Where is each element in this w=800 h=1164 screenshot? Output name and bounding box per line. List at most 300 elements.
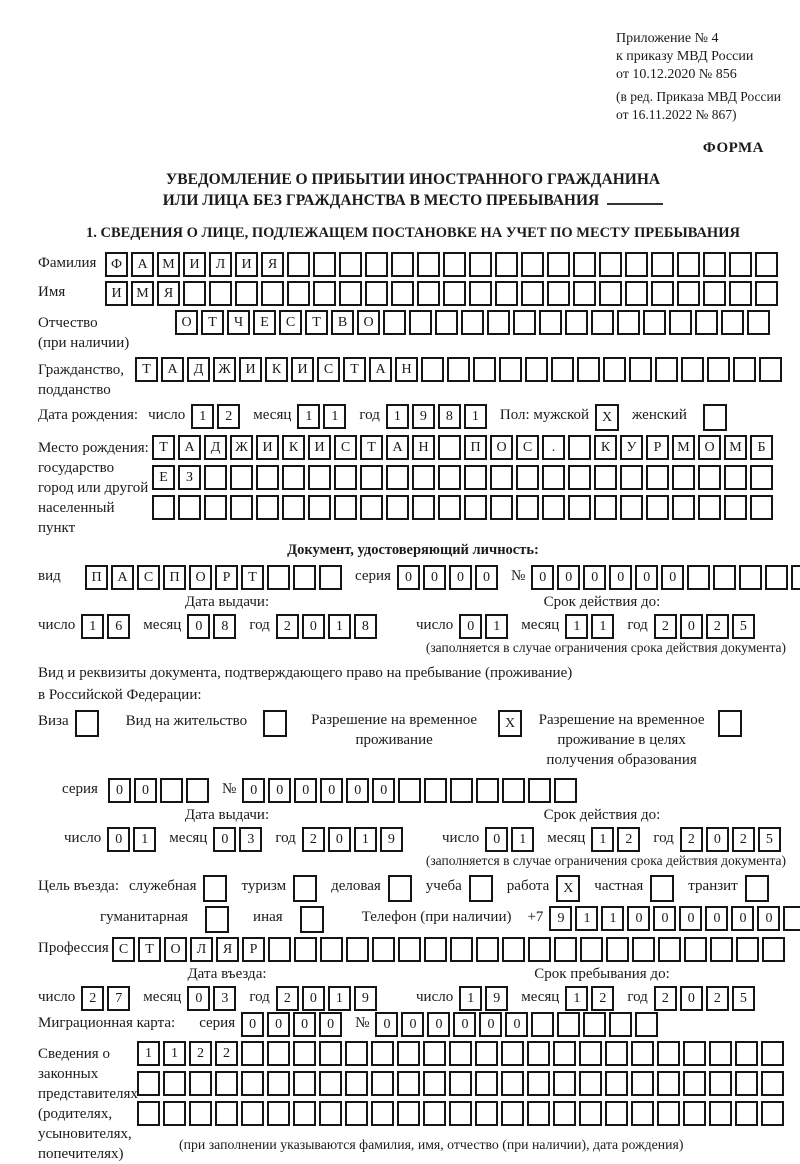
cell[interactable]: 2: [591, 986, 614, 1011]
cell[interactable]: [531, 1012, 554, 1037]
cell[interactable]: [241, 1101, 264, 1126]
phone-cells[interactable]: [549, 906, 800, 931]
cell[interactable]: [339, 281, 362, 306]
cell[interactable]: 6: [107, 614, 130, 639]
cell[interactable]: [735, 1101, 758, 1126]
cell[interactable]: [346, 937, 369, 962]
cell[interactable]: [397, 1071, 420, 1096]
identity-issue-day-cells[interactable]: [81, 614, 133, 639]
cell[interactable]: [513, 310, 536, 335]
cell[interactable]: 0: [627, 906, 650, 931]
birth-day-cells[interactable]: [191, 404, 243, 429]
sex-male-checkbox[interactable]: [595, 404, 622, 431]
cell[interactable]: [739, 565, 762, 590]
cell[interactable]: [547, 281, 570, 306]
permit-series-cells[interactable]: [108, 778, 212, 803]
cell[interactable]: [409, 310, 432, 335]
cell[interactable]: О: [357, 310, 380, 335]
cell[interactable]: [551, 357, 574, 382]
cell[interactable]: [568, 465, 591, 490]
cell[interactable]: С: [334, 435, 357, 460]
cell[interactable]: 0: [320, 778, 343, 803]
cell[interactable]: П: [464, 435, 487, 460]
cell[interactable]: 0: [679, 906, 702, 931]
cell[interactable]: В: [331, 310, 354, 335]
cell[interactable]: [473, 357, 496, 382]
cell[interactable]: Д: [204, 435, 227, 460]
cell[interactable]: Е: [253, 310, 276, 335]
cell[interactable]: [186, 778, 209, 803]
cell[interactable]: [580, 937, 603, 962]
cell[interactable]: [527, 1071, 550, 1096]
cell[interactable]: [677, 252, 700, 277]
cell[interactable]: [319, 565, 342, 590]
cell[interactable]: 0: [375, 1012, 398, 1037]
cell[interactable]: 0: [680, 986, 703, 1011]
cell[interactable]: [475, 1101, 498, 1126]
cell[interactable]: 1: [323, 404, 346, 429]
cell[interactable]: 0: [302, 614, 325, 639]
identity-issue-year-cells[interactable]: [276, 614, 380, 639]
cell[interactable]: [683, 1041, 706, 1066]
cell[interactable]: X: [595, 404, 619, 431]
cell[interactable]: М: [724, 435, 747, 460]
cell[interactable]: 8: [438, 404, 461, 429]
cell[interactable]: Я: [261, 252, 284, 277]
cell[interactable]: 1: [328, 614, 351, 639]
cell[interactable]: 0: [293, 1012, 316, 1037]
cell[interactable]: [267, 1041, 290, 1066]
cell[interactable]: [189, 1101, 212, 1126]
cell[interactable]: [398, 778, 421, 803]
cell[interactable]: [215, 1101, 238, 1126]
cell[interactable]: [345, 1071, 368, 1096]
cell[interactable]: Я: [216, 937, 239, 962]
cell[interactable]: О: [490, 435, 513, 460]
cell[interactable]: 0: [731, 906, 754, 931]
cell[interactable]: О: [698, 435, 721, 460]
cell[interactable]: [750, 495, 773, 520]
cell[interactable]: [703, 281, 726, 306]
cell[interactable]: [183, 281, 206, 306]
cell[interactable]: [438, 435, 461, 460]
cell[interactable]: 0: [459, 614, 482, 639]
cell[interactable]: [287, 252, 310, 277]
cell[interactable]: [160, 778, 183, 803]
cell[interactable]: 0: [134, 778, 157, 803]
cell[interactable]: [687, 565, 710, 590]
cell[interactable]: [684, 937, 707, 962]
stay-day-cells[interactable]: [459, 986, 511, 1011]
cell[interactable]: [293, 1071, 316, 1096]
cell[interactable]: [293, 565, 316, 590]
birthplace-row3-cells[interactable]: [152, 495, 776, 520]
cell[interactable]: [204, 495, 227, 520]
cell[interactable]: [609, 1012, 632, 1037]
cell[interactable]: [573, 252, 596, 277]
cell[interactable]: 2: [732, 827, 755, 852]
cell[interactable]: К: [282, 435, 305, 460]
cell[interactable]: С: [317, 357, 340, 382]
cell[interactable]: И: [183, 252, 206, 277]
cell[interactable]: [677, 281, 700, 306]
cell[interactable]: [631, 1071, 654, 1096]
cell[interactable]: [703, 404, 727, 431]
cell[interactable]: А: [111, 565, 134, 590]
cell[interactable]: А: [369, 357, 392, 382]
cell[interactable]: Л: [209, 252, 232, 277]
cell[interactable]: С: [279, 310, 302, 335]
cell[interactable]: А: [178, 435, 201, 460]
purpose-rabota-checkbox[interactable]: [556, 875, 583, 902]
cell[interactable]: 2: [276, 614, 299, 639]
cell[interactable]: С: [137, 565, 160, 590]
cell[interactable]: 0: [505, 1012, 528, 1037]
cell[interactable]: [203, 875, 227, 902]
cell[interactable]: [495, 252, 518, 277]
cell[interactable]: [657, 1101, 680, 1126]
birthplace-row2-cells[interactable]: [152, 465, 776, 490]
cell[interactable]: [268, 937, 291, 962]
cell[interactable]: [461, 310, 484, 335]
cell[interactable]: О: [189, 565, 212, 590]
cell[interactable]: [365, 252, 388, 277]
cell[interactable]: [745, 875, 769, 902]
cell[interactable]: Ф: [105, 252, 128, 277]
cell[interactable]: [707, 357, 730, 382]
cell[interactable]: [215, 1071, 238, 1096]
cell[interactable]: [683, 1071, 706, 1096]
cell[interactable]: [256, 495, 279, 520]
cell[interactable]: [412, 495, 435, 520]
cell[interactable]: [501, 1041, 524, 1066]
cell[interactable]: [412, 465, 435, 490]
cell[interactable]: 2: [217, 404, 240, 429]
cell[interactable]: 3: [239, 827, 262, 852]
cell[interactable]: [695, 310, 718, 335]
cell[interactable]: [583, 1012, 606, 1037]
cell[interactable]: [267, 1071, 290, 1096]
cell[interactable]: 9: [549, 906, 572, 931]
cell[interactable]: М: [672, 435, 695, 460]
entry-day-cells[interactable]: [81, 986, 133, 1011]
stay-month-cells[interactable]: [565, 986, 617, 1011]
cell[interactable]: И: [239, 357, 262, 382]
cell[interactable]: [655, 357, 678, 382]
cell[interactable]: [423, 1041, 446, 1066]
cell[interactable]: [464, 495, 487, 520]
cell[interactable]: [313, 252, 336, 277]
cell[interactable]: Ч: [227, 310, 250, 335]
cell[interactable]: [658, 937, 681, 962]
cell[interactable]: 0: [268, 778, 291, 803]
cell[interactable]: [209, 281, 232, 306]
migration-series-cells[interactable]: [241, 1012, 345, 1037]
cell[interactable]: 0: [757, 906, 780, 931]
cell[interactable]: [235, 281, 258, 306]
entry-year-cells[interactable]: [276, 986, 380, 1011]
cell[interactable]: 5: [732, 986, 755, 1011]
cell[interactable]: 0: [397, 565, 420, 590]
cell[interactable]: [189, 1071, 212, 1096]
residence-permit-checkbox[interactable]: [263, 710, 290, 737]
birth-month-cells[interactable]: [297, 404, 349, 429]
cell[interactable]: С: [516, 435, 539, 460]
purpose-ucheba-checkbox[interactable]: [469, 875, 496, 902]
permit-issue-month-cells[interactable]: [213, 827, 265, 852]
cell[interactable]: [650, 875, 674, 902]
cell[interactable]: 2: [617, 827, 640, 852]
cell[interactable]: 2: [189, 1041, 212, 1066]
cell[interactable]: Т: [201, 310, 224, 335]
cell[interactable]: [371, 1071, 394, 1096]
cell[interactable]: 5: [732, 614, 755, 639]
cell[interactable]: 0: [479, 1012, 502, 1037]
cell[interactable]: [320, 937, 343, 962]
cell[interactable]: [698, 465, 721, 490]
cell[interactable]: [681, 357, 704, 382]
cell[interactable]: [438, 495, 461, 520]
cell[interactable]: [698, 495, 721, 520]
cell[interactable]: [334, 465, 357, 490]
cell[interactable]: [398, 937, 421, 962]
cell[interactable]: [646, 465, 669, 490]
cell[interactable]: Т: [135, 357, 158, 382]
cell[interactable]: Р: [242, 937, 265, 962]
cell[interactable]: [435, 310, 458, 335]
identity-issue-month-cells[interactable]: [187, 614, 239, 639]
cell[interactable]: [669, 310, 692, 335]
cell[interactable]: П: [163, 565, 186, 590]
cell[interactable]: [568, 495, 591, 520]
cell[interactable]: 0: [583, 565, 606, 590]
identity-expiry-year-cells[interactable]: [654, 614, 758, 639]
cell[interactable]: 1: [511, 827, 534, 852]
cell[interactable]: 9: [354, 986, 377, 1011]
migration-number-cells[interactable]: [375, 1012, 661, 1037]
cell[interactable]: [75, 710, 99, 737]
cell[interactable]: [542, 465, 565, 490]
cell[interactable]: [554, 778, 577, 803]
cell[interactable]: [631, 1041, 654, 1066]
cell[interactable]: 3: [213, 986, 236, 1011]
birth-year-cells[interactable]: [386, 404, 490, 429]
cell[interactable]: 1: [464, 404, 487, 429]
cell[interactable]: [449, 1101, 472, 1126]
cell[interactable]: [152, 495, 175, 520]
cell[interactable]: [605, 1041, 628, 1066]
cell[interactable]: 0: [242, 778, 265, 803]
cell[interactable]: О: [164, 937, 187, 962]
cell[interactable]: [424, 778, 447, 803]
cell[interactable]: [241, 1041, 264, 1066]
cell[interactable]: 2: [302, 827, 325, 852]
cell[interactable]: 9: [380, 827, 403, 852]
cell[interactable]: [490, 465, 513, 490]
cell[interactable]: [308, 495, 331, 520]
cell[interactable]: X: [498, 710, 522, 737]
cell[interactable]: П: [85, 565, 108, 590]
cell[interactable]: А: [131, 252, 154, 277]
cell[interactable]: [469, 875, 493, 902]
cell[interactable]: 0: [294, 778, 317, 803]
cell[interactable]: 1: [601, 906, 624, 931]
cell[interactable]: Т: [343, 357, 366, 382]
cell[interactable]: [495, 281, 518, 306]
cell[interactable]: [713, 565, 736, 590]
cell[interactable]: [672, 465, 695, 490]
cell[interactable]: [449, 1041, 472, 1066]
cell[interactable]: [137, 1071, 160, 1096]
cell[interactable]: [672, 495, 695, 520]
cell[interactable]: [391, 252, 414, 277]
cell[interactable]: [651, 252, 674, 277]
cell[interactable]: [137, 1101, 160, 1126]
cell[interactable]: [263, 710, 287, 737]
cell[interactable]: [539, 310, 562, 335]
cell[interactable]: 0: [475, 565, 498, 590]
identity-expiry-month-cells[interactable]: [565, 614, 617, 639]
visa-checkbox[interactable]: [75, 710, 102, 737]
cell[interactable]: 9: [412, 404, 435, 429]
cell[interactable]: [710, 937, 733, 962]
cell[interactable]: 0: [661, 565, 684, 590]
cell[interactable]: 0: [557, 565, 580, 590]
cell[interactable]: [443, 281, 466, 306]
cell[interactable]: Т: [152, 435, 175, 460]
cell[interactable]: [565, 310, 588, 335]
cell[interactable]: [721, 310, 744, 335]
purpose-turizm-checkbox[interactable]: [293, 875, 320, 902]
cell[interactable]: 1: [386, 404, 409, 429]
cell[interactable]: [599, 252, 622, 277]
cell[interactable]: [267, 1101, 290, 1126]
cell[interactable]: [178, 495, 201, 520]
cell[interactable]: [490, 495, 513, 520]
cell[interactable]: 0: [346, 778, 369, 803]
cell[interactable]: Т: [360, 435, 383, 460]
cell[interactable]: [205, 906, 229, 933]
cell[interactable]: [735, 1071, 758, 1096]
cell[interactable]: [599, 281, 622, 306]
cell[interactable]: [397, 1101, 420, 1126]
cell[interactable]: 1: [163, 1041, 186, 1066]
cell[interactable]: 0: [108, 778, 131, 803]
cell[interactable]: 1: [354, 827, 377, 852]
sex-female-checkbox[interactable]: [703, 404, 730, 431]
cell[interactable]: [620, 495, 643, 520]
cell[interactable]: [386, 465, 409, 490]
cell[interactable]: [736, 937, 759, 962]
cell[interactable]: 8: [213, 614, 236, 639]
cell[interactable]: [372, 937, 395, 962]
cell[interactable]: 0: [680, 614, 703, 639]
cell[interactable]: И: [308, 435, 331, 460]
permit-expiry-month-cells[interactable]: [591, 827, 643, 852]
permit-number-cells[interactable]: [242, 778, 580, 803]
cell[interactable]: [625, 281, 648, 306]
cell[interactable]: [204, 465, 227, 490]
cell[interactable]: М: [131, 281, 154, 306]
cell[interactable]: 1: [81, 614, 104, 639]
permit-issue-year-cells[interactable]: [302, 827, 406, 852]
cell[interactable]: [469, 252, 492, 277]
cell[interactable]: [625, 252, 648, 277]
cell[interactable]: 1: [191, 404, 214, 429]
permit-issue-day-cells[interactable]: [107, 827, 159, 852]
cell[interactable]: [502, 778, 525, 803]
cell[interactable]: [365, 281, 388, 306]
cell[interactable]: И: [291, 357, 314, 382]
entry-month-cells[interactable]: [187, 986, 239, 1011]
cell[interactable]: [391, 281, 414, 306]
cell[interactable]: М: [157, 252, 180, 277]
cell[interactable]: [421, 357, 444, 382]
cell[interactable]: 2: [706, 986, 729, 1011]
cell[interactable]: Т: [241, 565, 264, 590]
cell[interactable]: [424, 937, 447, 962]
cell[interactable]: [724, 465, 747, 490]
cell[interactable]: [579, 1041, 602, 1066]
cell[interactable]: 0: [213, 827, 236, 852]
cell[interactable]: Н: [412, 435, 435, 460]
cell[interactable]: [293, 1041, 316, 1066]
cell[interactable]: [724, 495, 747, 520]
cell[interactable]: [360, 495, 383, 520]
cell[interactable]: [554, 937, 577, 962]
cell[interactable]: [294, 937, 317, 962]
cell[interactable]: [499, 357, 522, 382]
cell[interactable]: И: [105, 281, 128, 306]
cell[interactable]: Я: [157, 281, 180, 306]
cell[interactable]: 0: [453, 1012, 476, 1037]
cell[interactable]: [397, 1041, 420, 1066]
purpose-gumanitarnaya-checkbox[interactable]: [205, 906, 232, 933]
cell[interactable]: [443, 252, 466, 277]
cell[interactable]: Р: [215, 565, 238, 590]
cell[interactable]: [423, 1101, 446, 1126]
cell[interactable]: 0: [372, 778, 395, 803]
representatives-row1-cells[interactable]: [137, 1041, 787, 1066]
cell[interactable]: 1: [137, 1041, 160, 1066]
cell[interactable]: [651, 281, 674, 306]
temp-residence-checkbox[interactable]: [498, 710, 525, 737]
cell[interactable]: 0: [609, 565, 632, 590]
purpose-delovaya-checkbox[interactable]: [388, 875, 415, 902]
cell[interactable]: [709, 1101, 732, 1126]
cell[interactable]: 0: [531, 565, 554, 590]
cell[interactable]: [703, 252, 726, 277]
cell[interactable]: [657, 1041, 680, 1066]
purpose-tranzit-checkbox[interactable]: [745, 875, 772, 902]
cell[interactable]: [388, 875, 412, 902]
doc-series-cells[interactable]: [397, 565, 501, 590]
cell[interactable]: [761, 1041, 784, 1066]
cell[interactable]: [417, 252, 440, 277]
cell[interactable]: [339, 252, 362, 277]
cell[interactable]: [527, 1101, 550, 1126]
patronymic-cells[interactable]: [175, 310, 773, 335]
cell[interactable]: [591, 310, 614, 335]
cell[interactable]: 1: [591, 827, 614, 852]
cell[interactable]: 0: [302, 986, 325, 1011]
cell[interactable]: [241, 1071, 264, 1096]
cell[interactable]: 1: [485, 614, 508, 639]
cell[interactable]: [516, 495, 539, 520]
cell[interactable]: [646, 495, 669, 520]
cell[interactable]: [577, 357, 600, 382]
cell[interactable]: 1: [565, 614, 588, 639]
